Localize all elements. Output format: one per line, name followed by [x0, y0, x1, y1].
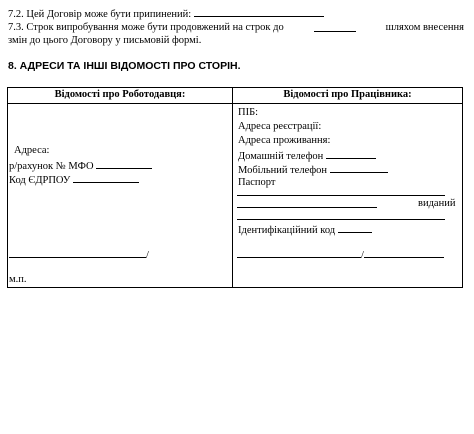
employee-mobile-phone-blank[interactable] — [330, 163, 388, 173]
employer-edrpou-row — [9, 173, 139, 186]
termination-blank[interactable] — [194, 7, 324, 17]
employee-id-code-label: Ідентифікаційний код — [238, 225, 336, 236]
employer-account-row — [9, 159, 152, 172]
employee-mobile-phone-row — [238, 163, 388, 176]
employer-signature-blank[interactable] — [9, 248, 146, 258]
clause-7-3-continuation: змін до цього Договору у письмовій формі. — [8, 35, 202, 46]
probation-extension-blank[interactable] — [314, 22, 356, 32]
issued-label: виданий — [418, 198, 456, 209]
clause-7-2 — [8, 7, 324, 20]
employee-signature-blank[interactable] — [237, 248, 361, 258]
employee-signature-row — [237, 248, 444, 261]
employee-home-phone-blank[interactable] — [326, 149, 376, 159]
employer-address-label: Адреса: — [14, 145, 50, 156]
clause-7-3-text: 7.3. Строк випробування може бути продовжений на строк до — [8, 22, 284, 33]
employee-header: Відомості про Працівника: — [283, 89, 412, 100]
employer-account-blank[interactable] — [96, 159, 152, 169]
passport-line-2[interactable] — [237, 207, 377, 208]
section-title: 8. АДРЕСИ ТА ІНШІ ВІДОМОСТІ ПРО СТОРІН. — [8, 60, 241, 72]
employer-header: Відомості про Роботодавця: — [54, 89, 186, 100]
passport-line-1[interactable] — [237, 195, 445, 196]
employee-mobile-phone-label: Мобільний телефон — [238, 165, 328, 176]
employee-reg-address-label: Адреса реєстрації: — [238, 121, 322, 132]
employer-edrpou-blank[interactable] — [73, 173, 139, 183]
employer-signature-row — [9, 248, 149, 261]
employee-home-phone-row — [238, 149, 376, 162]
employee-passport-label: Паспорт — [238, 177, 276, 188]
clause-7-2-text: 7.2. Цей Договір може бути припинений: — [8, 9, 194, 20]
stamp-label: м.п. — [9, 274, 27, 285]
parties-table — [7, 87, 463, 288]
employee-name-label: ПІБ: — [238, 107, 259, 118]
employee-id-code-row — [238, 223, 372, 236]
employee-signature-slash: / — [361, 250, 364, 261]
column-divider — [232, 88, 233, 287]
employer-signature-slash: / — [146, 250, 149, 261]
employer-edrpou-label: Код ЄДРПОУ — [9, 175, 71, 186]
employee-signature-name-blank[interactable] — [364, 248, 444, 258]
employee-live-address-label: Адреса проживання: — [238, 135, 331, 146]
employer-account-label: р/рахунок № МФО — [9, 161, 94, 172]
clause-7-3 — [8, 22, 464, 33]
employee-id-code-blank[interactable] — [338, 223, 372, 233]
clause-7-3-text-end: шляхом внесення — [385, 22, 464, 33]
employee-home-phone-label: Домашній телефон — [238, 151, 324, 162]
passport-line-3[interactable] — [237, 219, 445, 220]
